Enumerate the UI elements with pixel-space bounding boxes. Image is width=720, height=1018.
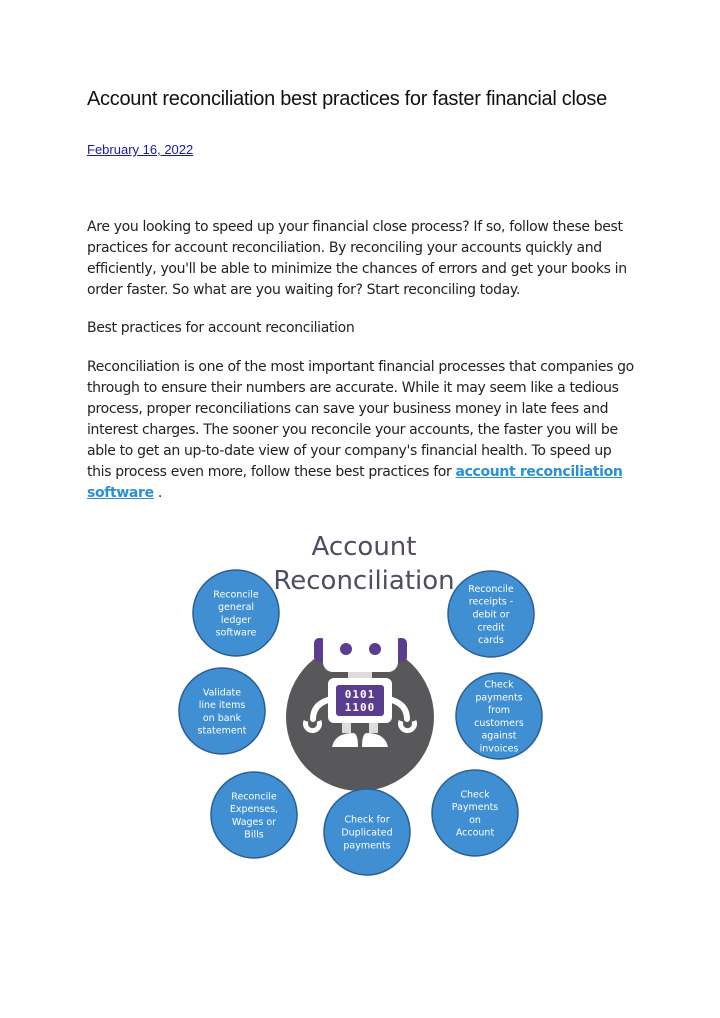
bubble-label-line: Validate: [202, 687, 242, 699]
bubble-label-line: line items: [198, 700, 246, 712]
bubble-label-line: Bills: [244, 829, 264, 841]
bubble-label-line: credit: [477, 622, 505, 634]
account-reconciliation-software-link[interactable]: account reconciliation software: [87, 464, 623, 501]
bubble-label-line: Check: [460, 789, 490, 801]
bubble-label-line: payments: [475, 692, 523, 704]
robot-illustration: [286, 612, 434, 791]
article-date-link[interactable]: February 16, 2022: [87, 142, 194, 157]
bubble-label-line: statement: [197, 725, 247, 737]
bubble-label-line: customers: [474, 717, 524, 729]
bubble-label-line: receipts -: [468, 596, 514, 608]
body-end: .: [157, 485, 162, 501]
robot-neck: [348, 672, 372, 678]
article-title: Account reconciliation best practices for faster financial close: [87, 88, 607, 110]
bubble-label-line: cards: [478, 635, 504, 647]
bubble-label-line: Check: [484, 679, 514, 691]
bubble-label-line: on bank: [202, 712, 242, 724]
robot-leg-left: [342, 723, 351, 733]
bubble-label-line: ledger: [220, 614, 252, 626]
bubble-label-line: software: [215, 627, 257, 639]
bubble-label-line: on: [469, 814, 481, 826]
robot-eye-left: [340, 643, 352, 655]
bubble-label-line: Duplicated: [341, 827, 393, 839]
bubble-check-customer-payments: [456, 673, 542, 759]
bubble-label-line: Payments: [451, 802, 499, 814]
bubble-label-line: Check for: [344, 814, 390, 826]
bubble-label-line: general: [217, 602, 255, 614]
infographic-title-line2: Reconciliation: [273, 566, 455, 596]
bubble-reconcile-expenses: [211, 772, 297, 858]
bubble-label-line: Account: [455, 827, 495, 839]
bubble-label-line: Reconcile: [231, 791, 277, 803]
body-text: Reconciliation is one of the most important financial processes that companies go through to ensure their numbers are accurate. While it may seem like a tedious process, proper reconciliations can save your business money in late fees and interest charges. The sooner you reconcile your accounts, the faster you will be able to get an up-to-date view of your company's financial health. To speed up this process even more, follow these best practices for: [87, 359, 634, 480]
bubble-check-payments-on-account: [432, 770, 518, 856]
robot-antenna-tip: [356, 612, 364, 620]
bubble-label-line: Expenses,: [229, 804, 279, 816]
bubble-label-line: debit or: [472, 609, 510, 621]
bubble-check-duplicated-payments: [324, 789, 410, 875]
robot-eye-right: [369, 643, 381, 655]
bubble-validate-line-items: [179, 668, 265, 754]
body-paragraph: [87, 357, 637, 504]
robot-head: [323, 630, 398, 672]
infographic-title-line1: Account: [311, 532, 417, 562]
robot-code-line1: 0101: [344, 688, 376, 701]
bubble-label-line: Reconcile: [468, 583, 514, 595]
account-reconciliation-infographic: [170, 525, 550, 880]
bubble-reconcile-general-ledger: [193, 570, 279, 656]
robot-code-line2: 1100: [344, 701, 376, 714]
section-subheading: Best practices for account reconciliation: [87, 320, 355, 336]
bubble-label-line: from: [487, 705, 511, 717]
bubble-label-line: Wages or: [231, 816, 277, 828]
bubble-label-line: payments: [343, 840, 391, 852]
bubble-label-line: invoices: [479, 743, 519, 755]
bubble-reconcile-receipts: [448, 571, 534, 657]
bubble-label-line: Reconcile: [213, 589, 259, 601]
intro-paragraph: Are you looking to speed up your financial close process? If so, follow these best practices for account reconciliation. By reconciling your accounts quickly and efficiently, you'll be able to minimize the chances of errors and get your books in order faster. So what are you waiting for? Start reconciling today.: [87, 219, 627, 298]
robot-leg-right: [369, 723, 378, 733]
bubble-label-line: against: [481, 730, 517, 742]
